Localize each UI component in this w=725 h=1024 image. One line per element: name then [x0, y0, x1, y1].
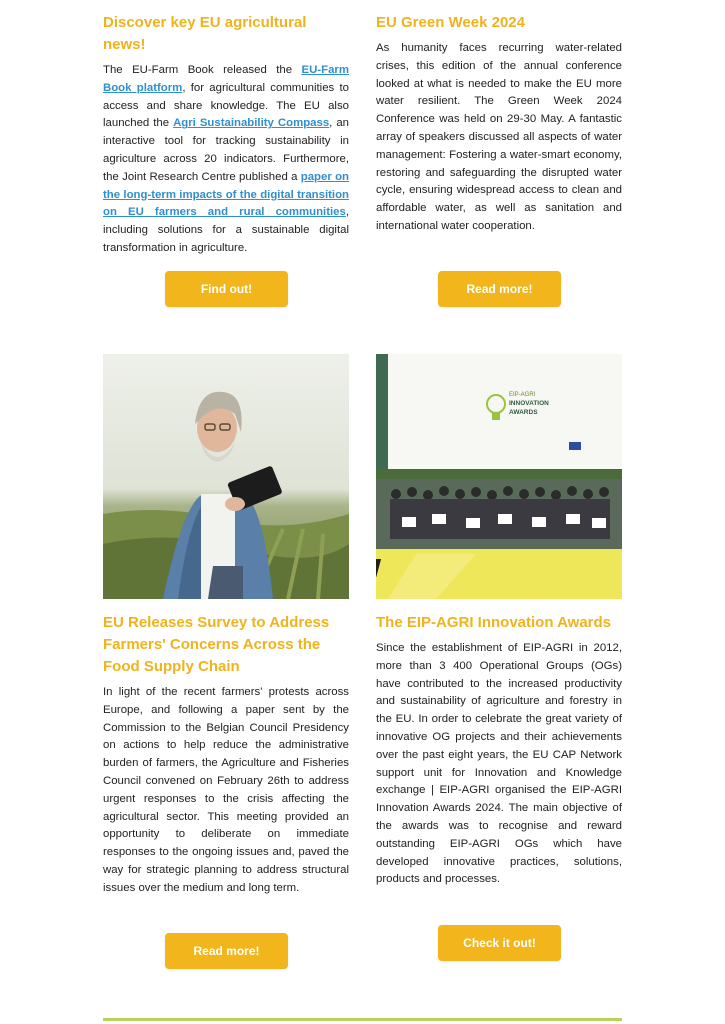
awards-photo: [376, 354, 622, 599]
agri-compass-link[interactable]: Agri Sustainability Compass: [173, 117, 330, 130]
survey-read-more-button[interactable]: Read more!: [165, 933, 288, 969]
jrc-paper-link[interactable]: paper on the long-term impacts of the digital transition on EU farmers and rural communities: [103, 170, 349, 219]
greenweek-body: As humanity faces recurring water-related crises, this edition of the annual conference looked at what is needed to make the EU more water resilient. The Green Week 2024 Conference was held on 29-30 May. A fantastic array of speakers discussed all aspects of water management: Fostering a water-smart economy, restoring and safeguarding the disrupted water cycle, ensuring widespread access to clean and affordable water, as well as sanitation and international water cooperation.: [376, 42, 622, 232]
greenweek-title: EU Green Week 2024: [376, 14, 525, 31]
news-body: The EU-Farm Book released the EU-Farm Book platform, for agricultural communities to access and share knowledge. The EU also launched the Agri Sustainability Compass, an interactive tool for tracking sustainability in agriculture across 20 indicators. Furthermore, the Joint Research Centre published a paper on the long-term impacts of the digital transition on EU farmers and rural communities, including solutions for a sustainable digital transformation in agriculture.: [103, 64, 349, 254]
screen-text-3: AWARDS: [509, 409, 538, 416]
find-out-button[interactable]: Find out!: [165, 271, 288, 307]
greenweek-section: [376, 12, 622, 236]
news-section: [103, 12, 349, 258]
awards-section: [376, 612, 622, 889]
farmer-photo: [103, 354, 349, 599]
awards-title: The EIP-AGRI Innovation Awards: [376, 614, 612, 631]
survey-body: In light of the recent farmers' protests across Europe, and following a paper sent by the Commission to the Belgian Council Presidency on actions to help reduce the administrative burden of farmers, the Agriculture and Fisheries Council convened on February 26th to address urgent responses to the crisis affecting the agricultural sector. This meeting provided an opportunity to deliberate on immediate responses to the ongoing issues and, paved the way for strategic planning to address structural issues over the medium and long term.: [103, 686, 349, 894]
survey-title: EU Releases Survey to Address Farmers' Concerns Across the Food Supply Chain: [103, 614, 330, 675]
awards-body: Since the establishment of EIP-AGRI in 2012, more than 3 400 Operational Groups (OGs) have contributed to the increased productivity and sustainability of agriculture and forestry in the EU. In order to celebrate the great variety of innovative OG projects and their achievements over the past eight years, the EU CAP Network support unit for Innovation and Knowledge exchange | EIP-AGRI organised the EIP-AGRI Innovation Awards 2024. The main objective of the awards was to recognise and reward outstanding EIP-AGRI OGs which have developed innovative practices, solutions, products and processes.: [376, 642, 622, 886]
screen-text-1: EIP-AGRI: [509, 392, 536, 398]
screen-text-2: INNOVATION: [509, 400, 549, 407]
news-title: Discover key EU agricultural news!: [103, 14, 307, 53]
greenweek-read-more-button[interactable]: Read more!: [438, 271, 561, 307]
eu-farm-book-link[interactable]: EU-Farm Book platform: [103, 64, 349, 94]
awards-illustration: [376, 354, 622, 599]
check-it-out-button[interactable]: Check it out!: [438, 925, 561, 961]
survey-section: [103, 612, 349, 898]
farmer-illustration: [103, 354, 349, 599]
footer-divider: [103, 1018, 622, 1021]
